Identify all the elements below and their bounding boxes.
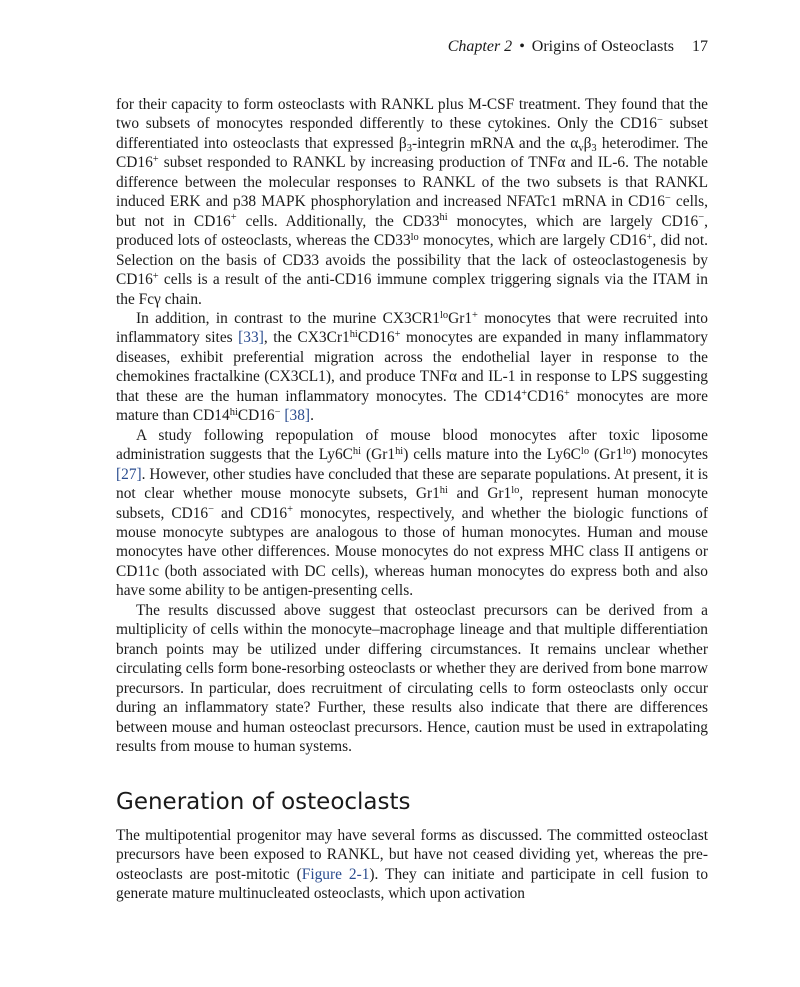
text-run: , produced lots of osteoclasts, whereas the CD33	[116, 212, 708, 250]
text-run: and Gr1	[447, 485, 512, 503]
text-run: monocytes are more mature than CD14	[116, 387, 708, 425]
section-paragraph-1	[116, 826, 708, 904]
text-run: monocytes, which are largely CD16	[447, 212, 699, 230]
citation-link[interactable]: [27]	[116, 465, 142, 483]
paragraph-4: The results discussed above suggest that osteoclast precursors can be derived from a multiplicity of cells within the monocyte–macrophage lineage and that multiple differentiation branch points may be utilized under differing circumstances. It remains unclear whether circulating cells form bone-resorbing osteoclasts or whether they are derived from bone marrow precursors. In particular, does recruitment of circulating cells to form osteoclasts only occur during an inflammatory state? Further, these results also indicate that there are differences between mouse and human osteoclast precursors. Hence, caution must be used in extrapolating results from mouse to human systems.	[116, 601, 708, 755]
text-run: ). They can initiate and participate in cell fusion to generate mature multinucleated osteoclasts, which upon activation	[116, 865, 709, 903]
body-text	[116, 95, 708, 756]
text-run: -integrin mRNA and the α	[411, 134, 579, 152]
superscript: hi	[395, 445, 404, 457]
text-run: monocytes are expanded in many inflammatory diseases, exhibit preferential migration across the endothelial layer in response to the chemokines fractalkine (CX3CL1), and produce TNFα and IL-1 in response to LPS suggesting that these are the human inflammatory monocytes. The CD14	[116, 329, 709, 405]
superscript: lo	[580, 445, 590, 457]
subscript: 3	[591, 142, 597, 154]
citation-link[interactable]: [38]	[284, 407, 311, 425]
text-run: , the CX3Cr1	[263, 329, 350, 347]
superscript: −	[208, 504, 215, 516]
superscript: lo	[439, 309, 449, 321]
superscript: −	[664, 193, 671, 205]
superscript: lo	[623, 445, 632, 457]
text-run: Gr1	[448, 309, 473, 327]
text-run: (Gr1	[361, 446, 396, 464]
chapter-title: Origins of Osteoclasts	[531, 38, 674, 55]
text-run: subset responded to RANKL by increasing production of TNFα and IL-6. The notable difference between the molecular responses to RANKL of the two subsets is that RANKL induced ERK and p38 MAPK phosphorylation and increased NFATc1 mRNA in CD16	[116, 154, 708, 211]
paragraph-3	[116, 426, 708, 601]
text-run: CD16	[357, 329, 395, 347]
text-run: The multipotential progenitor may have several forms as discussed. The committed osteoclast precursors have been exposed to RANKL, but have not ceased dividing yet, whereas the pre-osteoclasts are post-mitotic (	[116, 827, 708, 883]
superscript: lo	[410, 231, 419, 243]
paragraph-2	[116, 309, 708, 426]
text-run: CD16	[237, 407, 275, 425]
text-run: In addition, in contrast to the murine CX3CR1	[136, 309, 440, 327]
superscript: +	[472, 309, 478, 321]
superscript: +	[521, 387, 528, 399]
superscript: −	[698, 212, 705, 224]
superscript: hi	[352, 445, 362, 457]
text-run: .	[310, 407, 314, 425]
page-number: 17	[692, 38, 708, 55]
text-run: ) cells mature into the Ly6C	[403, 446, 581, 464]
superscript: +	[563, 387, 570, 399]
superscript: −	[274, 407, 281, 419]
text-run: cells is a result of the anti-CD16 immune complex triggering signals via the ITAM in the Fcγ chain.	[116, 271, 708, 308]
section-body-text	[116, 826, 708, 904]
running-head	[448, 38, 708, 56]
text-run: monocytes, which are largely CD16	[418, 232, 647, 250]
superscript: hi	[439, 484, 448, 496]
text-run: , did not. Selection on the basis of CD33 avoids the possibility that the lack of osteoclastogenesis by CD16	[116, 232, 708, 289]
chapter-label: Chapter 2	[447, 38, 513, 55]
superscript: lo	[511, 484, 520, 496]
superscript: hi	[229, 407, 238, 419]
superscript: +	[287, 504, 293, 516]
figure-link[interactable]: Figure 2-1	[301, 865, 370, 883]
subscript: v	[578, 142, 584, 154]
citation-link[interactable]: [33]	[238, 329, 264, 347]
text-run: monocytes, respectively, and whether the biologic functions of mouse monocyte subtypes are analogous to those of human monocytes. Human and mouse monocytes have other differences. Mouse monocytes do not express MHC class II antigens or CD11c (both associated with DC cells), whereas human monocytes do express both and also have some ability to be antigen-presenting cells.	[116, 504, 708, 600]
text-run: for their capacity to form osteoclasts with RANKL plus M-CSF treatment. They found that the two subsets of monocytes responded differently to these cytokines. Only the CD16	[116, 96, 708, 133]
superscript: hi	[349, 329, 358, 341]
superscript: −	[656, 115, 663, 127]
text-run: cells. Additionally, the CD33	[236, 212, 440, 230]
text-run: monocytes that were recruited into inflammatory sites	[116, 309, 709, 347]
text-run: A study following repopulation of mouse blood monocytes after toxic liposome administration suggests that the Ly6C	[116, 426, 708, 464]
text-run: (Gr1	[589, 446, 624, 464]
text-run: cells, but not in CD16	[116, 193, 708, 230]
text-run: subset differentiated into osteoclasts that expressed β	[116, 115, 708, 152]
superscript: +	[646, 231, 653, 243]
bullet-separator: •	[519, 38, 525, 55]
superscript: +	[152, 154, 159, 166]
text-run: β	[583, 134, 592, 152]
superscript: +	[394, 329, 401, 341]
superscript: hi	[439, 212, 448, 224]
text-run: . However, other studies have concluded that these are separate populations. At present, it is not clear whether mouse monocyte subsets, Gr1	[116, 465, 708, 503]
subscript: 3	[406, 142, 412, 154]
superscript: +	[152, 270, 159, 282]
text-run: CD16	[527, 387, 564, 405]
text-run: ) monocytes	[631, 446, 708, 464]
superscript: +	[230, 212, 237, 224]
text-run: , represent human monocyte subsets, CD16	[116, 485, 708, 522]
text-run: and CD16	[214, 504, 288, 522]
section-heading: Generation of osteoclasts	[116, 789, 411, 815]
text-run: heterodimer. The CD16	[116, 134, 709, 172]
paragraph-1	[116, 95, 708, 309]
